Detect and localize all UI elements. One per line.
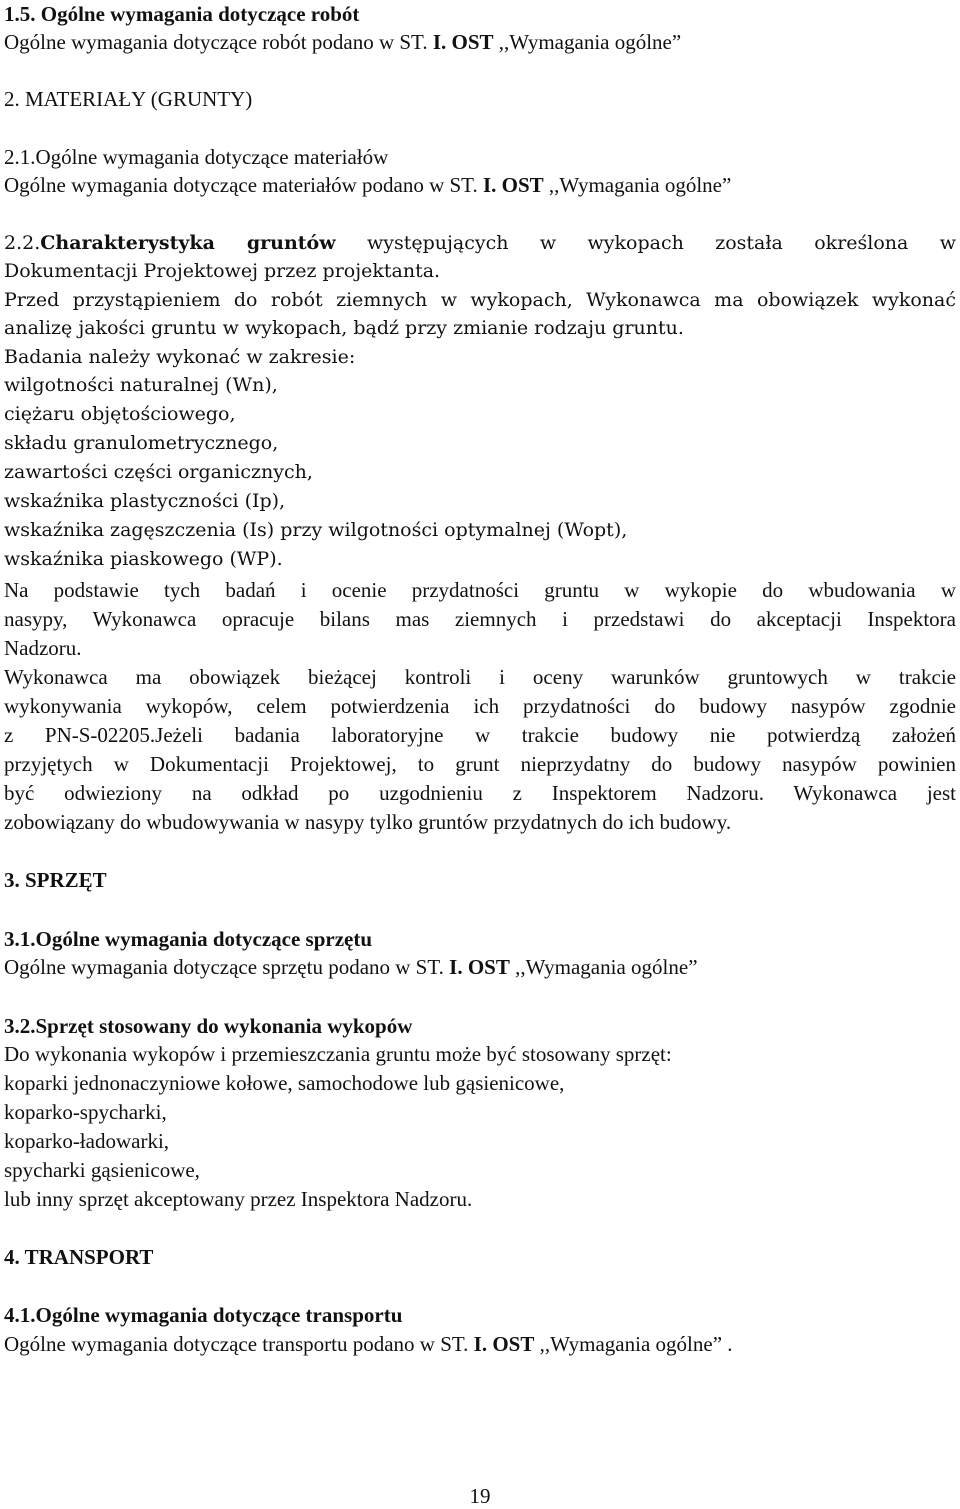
section-2-2-para1-line: Przed przystąpieniem do robót ziemnych w wykopach, Wykonawca ma obowiązek wykonać: [4, 289, 956, 311]
para3-line: przyjętych w Dokumentacji Projektowej, to grunt nieprzydatny do budowy nasypów powinien: [4, 752, 956, 776]
para2-line: Na podstawie tych badań i ocenie przydatności gruntu w wykopie do wbudowania w: [4, 578, 956, 602]
section-2-1-body: [4, 171, 956, 199]
section-4-1-body: [4, 1330, 956, 1358]
equipment-item: koparko-spycharki,: [4, 1100, 167, 1124]
st-reference: I. OST: [449, 955, 510, 979]
para3-line: być odwieziony na odkład po uzgodnieniu z Inspektorem Nadzoru. Wykonawca jest: [4, 781, 956, 805]
equipment-item: lub inny sprzęt akceptowany przez Inspektora Nadzoru.: [4, 1187, 473, 1211]
section-2-2-number: 2.2.: [4, 232, 41, 254]
para2-line: Nadzoru.: [4, 636, 82, 660]
para3-line: Wykonawca ma obowiązek bieżącej kontroli i oceny warunków gruntowych w trakcie: [4, 665, 956, 689]
body-text: ,,Wymagania ogólne” .: [534, 1332, 733, 1356]
equipment-item: spycharki gąsienicowe,: [4, 1158, 200, 1182]
st-reference: I. OST: [473, 1332, 535, 1356]
test-item: wskaźnika plastyczności (Ip),: [4, 490, 286, 512]
para2-line: nasypy, Wykonawca opracuje bilans mas ziemnych i przedstawi do akceptacji Inspektora: [4, 607, 956, 631]
page-number: 19: [469, 1484, 491, 1508]
para3-line: zobowiązany do wbudowywania w nasypy tylko gruntów przydatnych do ich budowy.: [4, 810, 732, 834]
section-4-heading: 4. TRANSPORT: [4, 1245, 154, 1269]
body-text: Ogólne wymagania dotyczące sprzętu podano w ST.: [4, 955, 450, 979]
section-1-5-body: [4, 28, 956, 56]
st-reference: I. OST: [432, 30, 494, 54]
equipment-item: koparko-ładowarki,: [4, 1129, 170, 1153]
section-2-2-heading-line: [4, 229, 956, 257]
test-item: wskaźnika zagęszczenia (Is) przy wilgotności optymalnej (Wopt),: [4, 519, 628, 541]
section-1-5-heading: 1.5. Ogólne wymagania dotyczące robót: [4, 2, 360, 26]
section-2-2-heading-rest: występujących w wykopach została określona w: [335, 232, 956, 254]
para3-line: z PN-S-02205.Jeżeli badania laboratoryjne w trakcie budowy nie potwierdzą założeń: [4, 723, 956, 747]
st-reference: I. OST: [482, 173, 544, 197]
section-3-1-body: [4, 953, 956, 981]
test-item: wskaźnika piaskowego (WP).: [4, 548, 283, 570]
section-2-heading: 2. MATERIAŁY (GRUNTY): [4, 87, 253, 111]
section-4-1-heading: 4.1.Ogólne wymagania dotyczące transportu: [4, 1303, 403, 1327]
section-2-2-line-2: Dokumentacji Projektowej przez projektanta.: [4, 260, 441, 282]
section-3-2-heading: 3.2.Sprzęt stosowany do wykonania wykopów: [4, 1014, 413, 1038]
body-text: ,,Wymagania ogólne”: [509, 955, 698, 979]
body-text: Ogólne wymagania dotyczące materiałów podano w ST.: [4, 173, 483, 197]
test-item: wilgotności naturalnej (Wn),: [4, 374, 278, 396]
test-item: zawartości części organicznych,: [4, 461, 313, 483]
section-3-heading: 3. SPRZĘT: [4, 868, 107, 892]
equipment-intro: Do wykonania wykopów i przemieszczania gruntu może być stosowany sprzęt:: [4, 1042, 672, 1066]
section-2-2-title: Charakterystyka gruntów: [40, 232, 336, 254]
para3-line: wykonywania wykopów, celem potwierdzenia ich przydatności do budowy nasypów zgodnie: [4, 694, 956, 718]
test-item: ciężaru objętościowego,: [4, 403, 236, 425]
equipment-item: koparki jednonaczyniowe kołowe, samochodowe lub gąsienicowe,: [4, 1071, 565, 1095]
body-text: ,,Wymagania ogólne”: [493, 30, 682, 54]
body-text: Ogólne wymagania dotyczące transportu podano w ST.: [4, 1332, 474, 1356]
tests-intro: Badania należy wykonać w zakresie:: [4, 346, 356, 368]
test-item: składu granulometrycznego,: [4, 432, 279, 454]
section-3-1-heading: 3.1.Ogólne wymagania dotyczące sprzętu: [4, 927, 373, 951]
section-2-1-heading: 2.1.Ogólne wymagania dotyczące materiałów: [4, 145, 389, 169]
body-text: ,,Wymagania ogólne”: [543, 173, 732, 197]
section-2-2-para1-line: analizę jakości gruntu w wykopach, bądź przy zmianie rodzaju gruntu.: [4, 317, 684, 339]
body-text: Ogólne wymagania dotyczące robót podano w ST.: [4, 30, 433, 54]
